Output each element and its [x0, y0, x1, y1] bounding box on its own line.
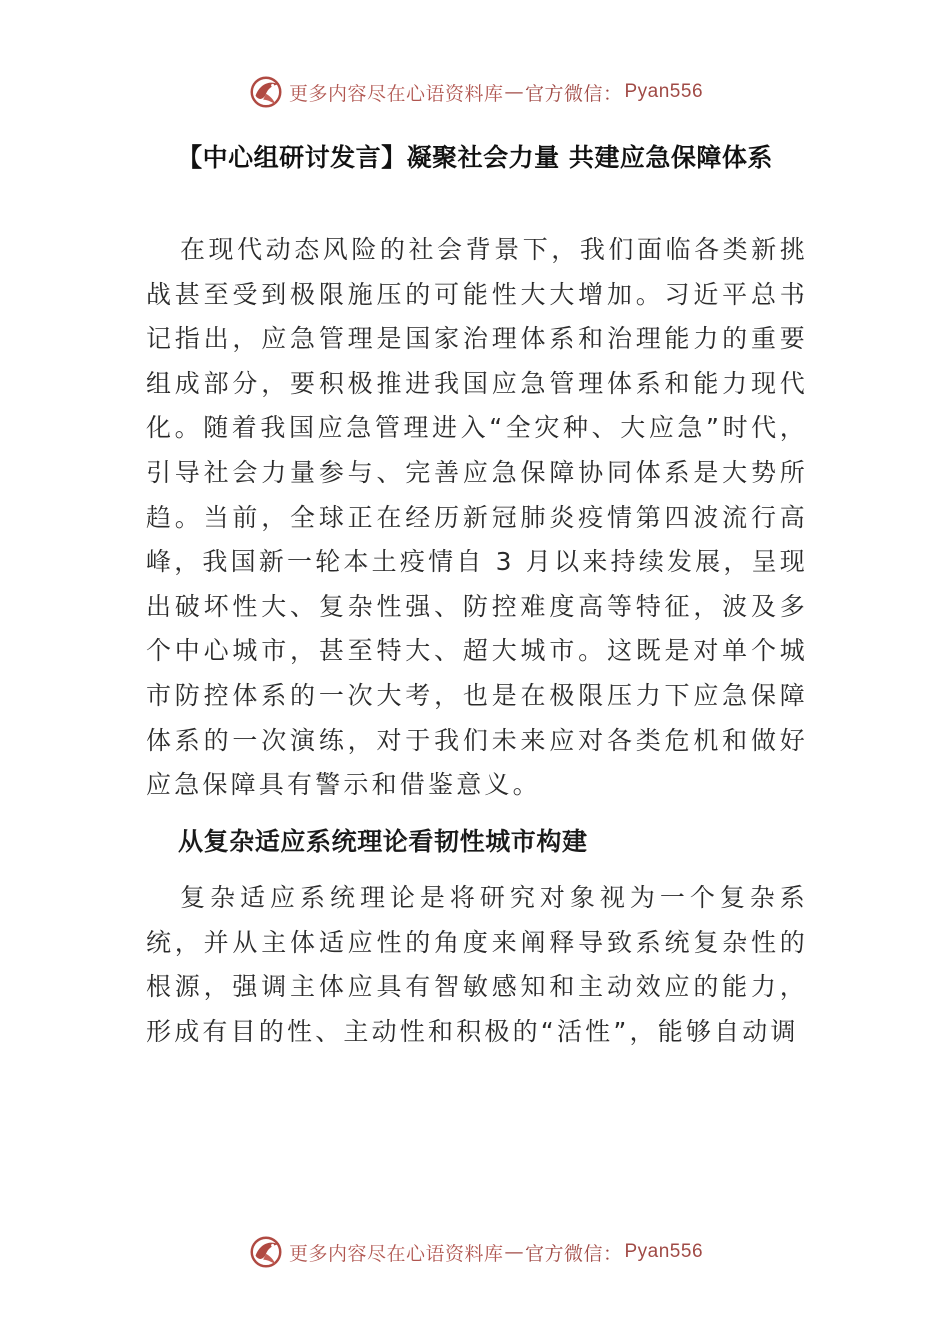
- body-paragraph-1: 在现代动态风险的社会背景下，我们面临各类新挑战甚至受到极限施压的可能性大大增加。习近平总书记指出，应急管理是国家治理体系和治理能力的重要组成部分，要积极推进我国应急管理体系和能力现代化。随着我国应急管理进入“全灾种、大应急”时代，引导社会力量参与、完善应急保障协同体系是大势所趋。当前，全球正在经历新冠肺炎疫情第四波流行高峰，我国新一轮本土疫情自 3 月以来持续发展，呈现出破坏性大、复杂性强、防控难度高等特征，波及多个中心城市，甚至特大、超大城市。这既是对单个城市防控体系的一次大考，也是在极限压力下应急保障体系的一次演练，对于我们未来应对各类危机和做好应急保障具有警示和借鉴意义。: [146, 235, 808, 800]
- body-paragraph-2: 复杂适应系统理论是将研究对象视为一个复杂系统，并从主体适应性的角度来阐释导致系统复杂性的根源，强调主体应具有智敏感知和主动效应的能力，形成有目的性、主动性和积极的“活性”，能够自动调: [146, 883, 808, 1046]
- header-watermark: [0, 72, 950, 112]
- phoenix-logo-icon: [247, 73, 285, 111]
- watermark-site-text: 更多内容尽在心语资料库: [288, 1242, 504, 1265]
- watermark-wechat-label: 官方微信：: [524, 82, 623, 105]
- watermark-site-text: 更多内容尽在心语资料库: [288, 82, 504, 105]
- watermark-separator: —: [504, 1241, 524, 1263]
- footer-watermark: [0, 1232, 950, 1272]
- section-heading: 从复杂适应系统理论看韧性城市构建: [178, 827, 588, 856]
- watermark-wechat-id: Pyan556: [624, 81, 704, 102]
- watermark-separator: —: [504, 81, 524, 103]
- body-paragraph-1-container: [146, 228, 808, 808]
- watermark-wechat-id: Pyan556: [624, 1241, 704, 1262]
- watermark-wechat-label: 官方微信：: [524, 1242, 623, 1265]
- body-paragraph-2-container: [146, 876, 808, 1054]
- phoenix-logo-icon: [247, 1233, 285, 1271]
- document-title: 【中心组研讨发言】凝聚社会力量 共建应急保障体系: [177, 143, 773, 172]
